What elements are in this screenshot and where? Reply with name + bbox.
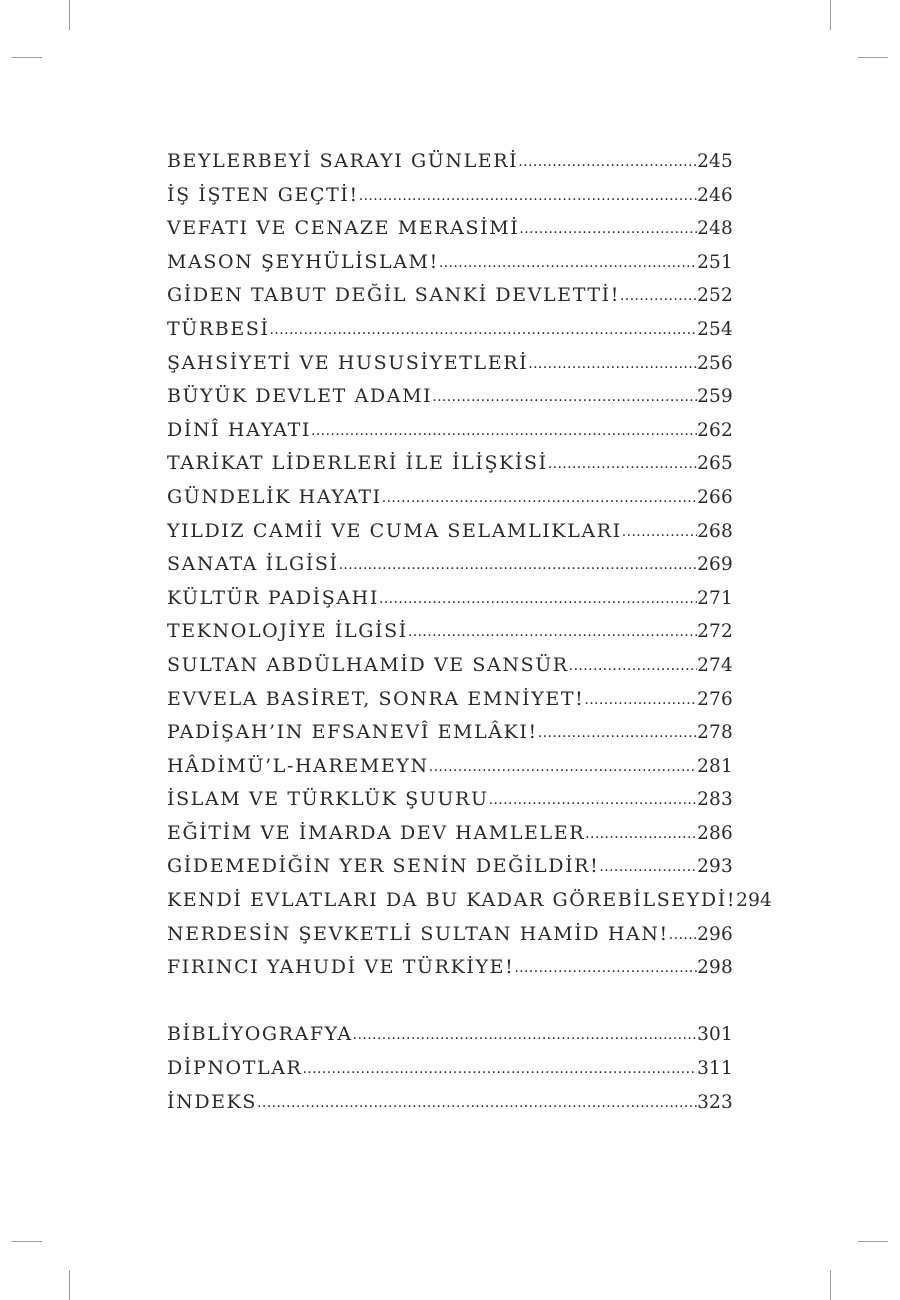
toc-entry-title: EĞİTİM VE İMARDA DEV HAMLELER <box>167 821 586 844</box>
toc-entry <box>167 783 733 817</box>
toc-entry-page-number: 256 <box>697 352 733 374</box>
toc-entry <box>167 212 733 246</box>
dot-leader <box>439 247 697 281</box>
toc-entry-title: MASON ŞEYHÜLİSLAM! <box>167 250 439 273</box>
dot-leader <box>359 180 697 214</box>
toc-entry-page-number: 269 <box>697 554 733 576</box>
toc-entry-page-number: 268 <box>697 520 733 542</box>
toc-entry-page-number: 301 <box>697 1024 733 1046</box>
toc-entry <box>167 447 733 481</box>
toc-entry-title: DİNÎ HAYATI <box>167 418 311 441</box>
dot-leader <box>514 952 697 986</box>
toc-entry-title: İŞ İŞTEN GEÇTİ! <box>167 183 359 206</box>
toc-entry-title: TÜRBESİ <box>167 317 270 340</box>
toc-entry-title: ŞAHSİYETİ VE HUSUSİYETLERİ <box>167 351 529 374</box>
dot-leader <box>257 1087 697 1121</box>
crop-mark-top-right <box>830 0 831 30</box>
dot-leader <box>669 919 697 953</box>
table-of-contents <box>167 145 773 1119</box>
dot-leader <box>584 684 697 718</box>
toc-entry <box>167 850 733 884</box>
toc-entry-title: GÜNDELİK HAYATI <box>167 485 382 508</box>
toc-entry-page-number: 286 <box>697 822 733 844</box>
toc-entry <box>167 582 733 616</box>
toc-entry <box>167 1086 733 1120</box>
toc-entry-page-number: 276 <box>697 688 733 710</box>
dot-leader <box>622 516 697 550</box>
toc-entry-title: GİDEMEDİĞİN YER SENİN DEĞİLDİR! <box>167 855 600 878</box>
toc-entry <box>167 1052 733 1086</box>
toc-entry-page-number: 274 <box>697 654 733 676</box>
toc-entry-title: KÜLTÜR PADİŞAHI <box>167 586 379 609</box>
toc-entry-title: VEFATI VE CENAZE MERASİMİ <box>167 217 520 240</box>
toc-entry <box>167 884 773 918</box>
toc-entry <box>167 918 733 952</box>
toc-entry-page-number: 251 <box>697 251 733 273</box>
crop-mark-bottom-left <box>69 1270 70 1300</box>
toc-entry-title: GİDEN TABUT DEĞİL SANKİ DEVLETTİ! <box>167 284 620 307</box>
dot-leader <box>339 549 698 583</box>
toc-entry-title: BÜYÜK DEVLET ADAMI <box>167 385 433 408</box>
toc-main-entries <box>167 145 773 985</box>
toc-entry-title: FIRINCI YAHUDİ VE TÜRKİYE! <box>167 956 515 979</box>
dot-leader <box>429 751 697 785</box>
toc-entry-title: PADİŞAH’IN EFSANEVÎ EMLÂKI! <box>167 721 538 744</box>
toc-entry-title: İNDEKS <box>167 1090 258 1113</box>
toc-entry-page-number: 265 <box>697 453 733 475</box>
dot-leader <box>599 851 697 885</box>
dot-leader <box>353 1019 697 1053</box>
crop-mark-top-left-h <box>12 57 42 58</box>
dot-leader <box>382 482 697 516</box>
toc-entry-page-number: 283 <box>697 789 733 811</box>
dot-leader <box>432 381 697 415</box>
toc-entry-page-number: 278 <box>697 722 733 744</box>
toc-entry-page-number: 254 <box>697 318 733 340</box>
toc-entry-title: NERDESİN ŞEVKETLİ SULTAN HAMİD HAN! <box>167 922 669 945</box>
toc-entry-title: KENDİ EVLATLARI DA BU KADAR GÖREBİLSEYDİ! <box>167 889 737 912</box>
toc-entry <box>167 683 733 717</box>
dot-leader <box>620 280 697 314</box>
toc-entry <box>167 279 733 313</box>
toc-entry <box>167 380 733 414</box>
dot-leader <box>489 784 698 818</box>
toc-entry-page-number: 298 <box>697 957 733 979</box>
toc-entry <box>167 246 733 280</box>
toc-entry-page-number: 252 <box>697 285 733 307</box>
dot-leader <box>569 650 697 684</box>
crop-mark-bottom-right <box>830 1270 831 1300</box>
toc-entry-title: TARİKAT LİDERLERİ İLE İLİŞKİSİ <box>167 452 548 475</box>
toc-entry <box>167 817 733 851</box>
dot-leader <box>538 717 697 751</box>
toc-entry-title: TEKNOLOJİYE İLGİSİ <box>167 620 408 643</box>
toc-entry <box>167 313 733 347</box>
dot-leader <box>585 818 697 852</box>
toc-entry-title: DİPNOTLAR <box>167 1057 303 1080</box>
toc-entry-page-number: 259 <box>697 386 733 408</box>
dot-leader <box>518 146 697 180</box>
toc-entry-page-number: 323 <box>697 1091 733 1113</box>
crop-mark-bottom-right-h <box>858 1241 888 1242</box>
toc-entry-page-number: 281 <box>697 755 733 777</box>
toc-entry <box>167 481 733 515</box>
toc-entry-title: SANATA İLGİSİ <box>167 553 339 576</box>
dot-leader <box>302 1053 697 1087</box>
toc-entry-title: İSLAM VE TÜRKLÜK ŞUURU <box>167 788 489 811</box>
toc-entry-title: SULTAN ABDÜLHAMİD VE SANSÜR <box>167 653 569 676</box>
toc-entry-title: EVVELA BASİRET, SONRA EMNİYET! <box>167 687 585 710</box>
dot-leader <box>528 348 697 382</box>
dot-leader <box>311 415 697 449</box>
toc-entry-title: YILDIZ CAMİİ VE CUMA SELAMLIKLARI <box>167 519 622 542</box>
toc-entry-page-number: 271 <box>697 587 733 609</box>
toc-entry-page-number: 245 <box>697 151 733 172</box>
toc-entry <box>167 145 733 179</box>
toc-entry <box>167 750 733 784</box>
dot-leader <box>408 616 697 650</box>
toc-entry <box>167 615 733 649</box>
toc-entry <box>167 515 733 549</box>
toc-entry-page-number: 272 <box>697 621 733 643</box>
toc-entry <box>167 414 733 448</box>
dot-leader <box>519 213 697 247</box>
crop-mark-top-left <box>69 0 70 30</box>
toc-entry-page-number: 293 <box>697 856 733 878</box>
toc-entry <box>167 347 733 381</box>
toc-entry-title: BİBLİYOGRAFYA <box>167 1023 353 1046</box>
toc-entry-page-number: 294 <box>736 890 773 912</box>
toc-entry <box>167 649 733 683</box>
crop-mark-top-right-h <box>858 57 888 58</box>
crop-mark-bottom-left-h <box>12 1241 42 1242</box>
dot-leader <box>548 448 697 482</box>
dot-leader <box>379 583 697 617</box>
toc-entry-page-number: 248 <box>697 218 733 240</box>
toc-entry-title: HÂDİMÜ’L-HAREMEYN <box>167 754 429 777</box>
toc-entry <box>167 1018 733 1052</box>
toc-entry-page-number: 266 <box>697 486 733 508</box>
toc-entry-page-number: 262 <box>697 419 733 441</box>
toc-entry-title: BEYLERBEYİ SARAYI GÜNLERİ <box>167 150 519 172</box>
dot-leader <box>270 314 698 348</box>
toc-entry <box>167 548 733 582</box>
toc-back-matter <box>167 1018 733 1119</box>
toc-entry <box>167 179 733 213</box>
toc-entry-page-number: 296 <box>697 923 733 945</box>
toc-entry <box>167 716 733 750</box>
toc-entry <box>167 951 733 985</box>
toc-entry-page-number: 246 <box>697 184 733 206</box>
toc-entry-page-number: 311 <box>697 1058 733 1080</box>
